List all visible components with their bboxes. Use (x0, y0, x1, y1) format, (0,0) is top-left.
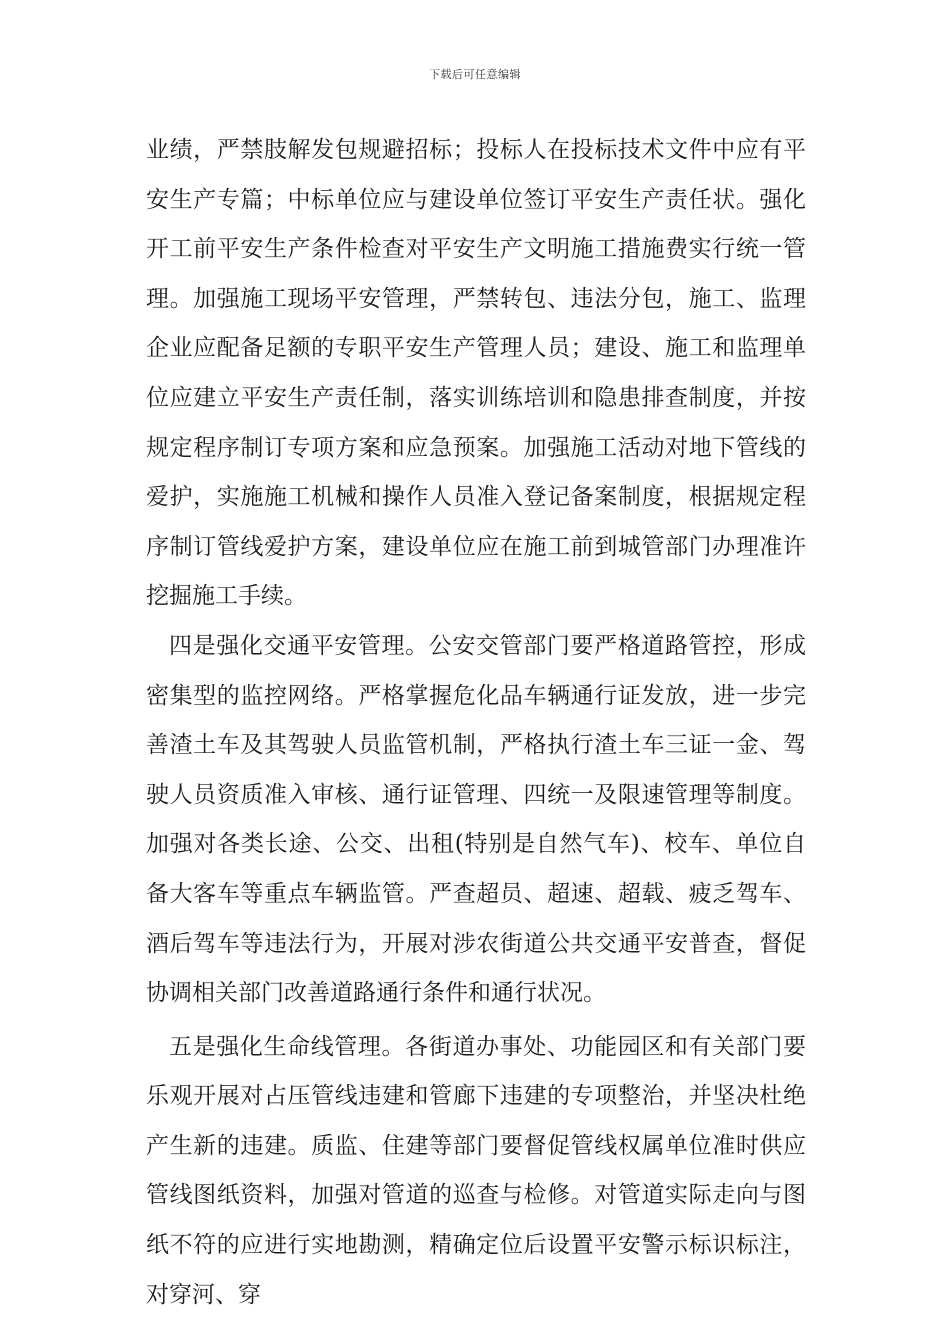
document-body (146, 126, 806, 1320)
paragraph-2: 四是强化交通平安管理。公安交管部门要严格道路管控，形成密集型的监控网络。严格掌握危化品车辆通行证发放，进一步完善渣土车及其驾驶人员监管机制，严格执行渣土车三证一金、驾驶人员资质准入审核、通行证管理、四统一及限速管理等制度。加强对各类长途、公交、出租(特别是自然气车)、校车、单位自备大客车等重点车辆监管。严查超员、超速、超载、疲乏驾车、酒后驾车等违法行为，开展对涉农街道公共交通平安普查，督促协调相关部门改善道路通行条件和通行状况。 (146, 632, 806, 1007)
paragraph-1: 业绩，严禁肢解发包规避招标；投标人在投标技术文件中应有平安生产专篇；中标单位应与建设单位签订平安生产责任状。强化开工前平安生产条件检查对平安生产文明施工措施费实行统一管理。加强施工现场平安管理，严禁转包、违法分包，施工、监理企业应配备足额的专职平安生产管理人员；建设、施工和监理单位应建立平安生产责任制，落实训练培训和隐患排查制度，并按规定程序制订专项方案和应急预案。加强施工活动对地下管线的爱护，实施施工机械和操作人员准入登记备案制度，根据规定程序制订管线爱护方案，建设单位应在施工前到城管部门办理准许挖掘施工手续。 (146, 137, 806, 610)
paragraph-3: 五是强化生命线管理。各街道办事处、功能园区和有关部门要乐观开展对占压管线违建和管廊下违建的专项整治，并坚决杜绝产生新的违建。质监、住建等部门要督促管线权属单位准时供应管线图纸资料，加强对管道的巡查与检修。对管道实际走向与图纸不符的应进行实地勘测，精确定位后设置平安警示标识标注，对穿河、穿 (146, 1033, 806, 1308)
page-header: 下载后可任意编辑 (429, 68, 521, 81)
